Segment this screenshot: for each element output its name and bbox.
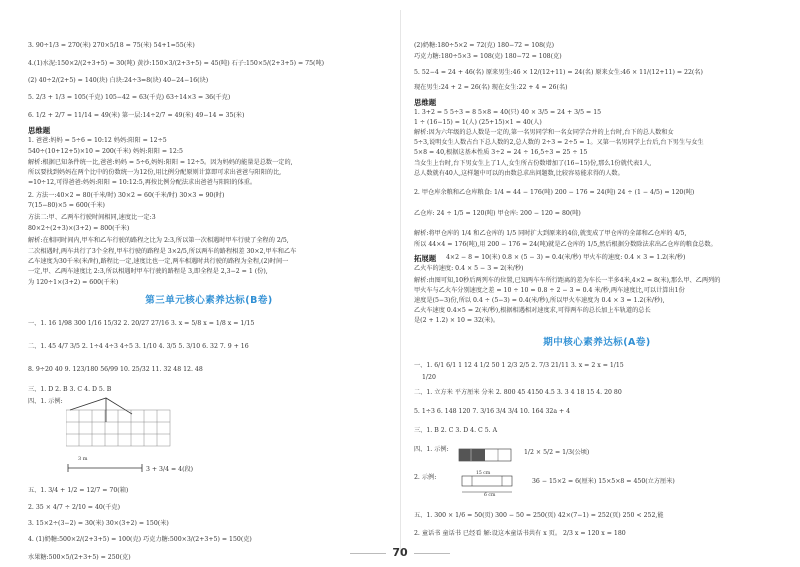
- text-line: 总人数就有40人,这样题中可以的由数总求出问题数,比较容易能求得的人数。: [414, 170, 624, 177]
- text-line: 4×2 − 8 = 10(米) 0.8 × (5 − 3) = 0.4(米/秒) 甲火车的速度: 0.4 × 3 = 1.2(米/秒): [446, 254, 686, 261]
- text-line: 乙车速度为30千米(米/时),路程比一定,速度比也一定,两车相遇时共行驶的路程为全程,(2)时间一: [28, 258, 289, 265]
- text-line: 巧克力糖:180÷5×3 = 108(克) 180−72 = 108(克): [414, 53, 562, 60]
- text-line: (2)奶糖:180÷5×2 = 72(克) 180−72 = 108(克): [414, 42, 555, 49]
- text-line: 5. 52−4 = 24 + 46(名) 原来男生:46 × 12/(12+11) = 24(名) 原来女生:46 × 11/(12+11) = 22(名): [414, 69, 703, 76]
- text-line: 为 120÷1×(3+2) = 600(千米): [28, 279, 119, 286]
- answer-line: 五、1. 300 × 1/6 = 50(页) 300 − 50 = 250(页) 42×(7−1) = 252(页) 250 < 252,能: [414, 512, 664, 519]
- area-figure: [458, 448, 514, 462]
- answer-line: 36 − 15×2 = 6(厘米) 15×5×8 = 450(立方厘米): [532, 478, 675, 485]
- text-line: 540÷(10+12+5)×10 = 200(千米) 妈妈:阳阳 = 12:5: [28, 148, 183, 155]
- answer-line: 一、1. 16 1/98 300 1/16 15/32 2. 20/27 27/16 3. x = 5/8 x = 1/8 x = 1/15: [28, 320, 255, 327]
- text-line: 解析:根据已知条件统一比,爸爸:妈妈 = 5÷6,妈妈:阳阳 = 12÷5。因为妈妈的能量是总数一定的,: [28, 159, 293, 166]
- text-line: 一定,甲、乙两车速度比 2:3,所以相遇时甲车行驶的路程是 3,即全程是 2,3−2 = 1 (份),: [28, 268, 268, 275]
- text-line: 3. 90÷1/3 = 270(米) 270×5/18 = 75(米) 54+1=55(米): [28, 42, 195, 49]
- answer-line: 3. 15×2÷(3−2) = 30(米) 30×(3+2) = 150(米): [28, 520, 169, 527]
- left-column: [28, 0, 390, 567]
- text-line: 甲火车与乙火车分别速度之差 = 10 ÷ 10 = 0.8 ÷ 2 − 3 = 0.4 米/秒,两车速度比,可以计算出1份: [414, 287, 685, 294]
- page-number: 70: [392, 546, 408, 559]
- answer-line: 五、1. 3/4 + 1/2 = 12/7 = 70(箱): [28, 487, 129, 494]
- text-line: 现在男生:24 + 2 = 26(名) 现在女生:22 + 4 = 26(名): [414, 84, 568, 91]
- text-line: 速度是(5−3)份,所以 0.4 ÷ (5−3) = 0.4(米/秒),所以甲火车速度为 0.4 × 3 = 1.2(米/秒),: [414, 297, 665, 304]
- text-line: 解析:因为六年级的总人数是一定的,第一名男同学和一名女同学合并的上台时,台下的总人数和女: [414, 129, 674, 136]
- text-line: (2) 40÷2/(2+5) = 140(块) 白块:24÷3=8(块) 40−24−16(块): [28, 77, 209, 84]
- text-line: 乙火车的速度: 0.4 × 5 − 3 = 2(米/秒): [414, 265, 524, 272]
- page-gutter: [400, 10, 401, 555]
- text-line: 方法二:甲、乙两车行驶时间相同,速度比一定:3: [28, 214, 156, 221]
- text-line: 是(2 + 1.2) × 10 = 32(米)。: [414, 317, 500, 324]
- text-line: 5×8 = 40,根据这基本性质 3÷2 = 24 ÷ 16,5÷3 = 25 ÷ 15: [414, 149, 588, 156]
- section-title: 第三单元核心素养达标(B卷): [145, 295, 273, 306]
- text-line: 所以要找到妈妈在两个比中的份数统一为12份,用比例分配原则计算即可求出爸爸与阳阳的比,: [28, 169, 282, 176]
- right-column: [414, 0, 780, 567]
- answer-line: 2. 童话书 童话书 已经看 解:设这本童话书共有 x 页。 2/3 x = 120 x = 180: [414, 530, 626, 537]
- answer-line: 水果糖:500×5/(2+3+5) = 250(克): [28, 554, 131, 561]
- answer-line: 一、1. 6/1 6/1 1 12 4 1/2 50 1 2/3 2/5 2. 7/3 21/11 3. x = 2 x = 1/15: [414, 362, 624, 369]
- segment-figure: [66, 462, 146, 474]
- text-line: 解析:在相同时间内,甲车和乙车行驶的路程之比为 2:3,所以第一次相遇时甲车行驶了全程的 2/5,: [28, 237, 289, 244]
- section-heading: 拓展题: [414, 254, 437, 263]
- figure-label: 15 cm: [476, 471, 491, 476]
- grid-figure: [66, 396, 176, 454]
- answer-line: 四、1. 示例:: [28, 398, 63, 405]
- text-line: 解析:将甲仓库的 1/4 和乙仓库的 1/5 同时扩大到原来的4倍,就变成了甲仓库的全部和乙仓库的 4/5,: [414, 230, 687, 237]
- text-line: 80×2÷(2+3)×(3+2) = 800(千米): [28, 225, 130, 232]
- text-line: 所以 44×4 = 176(吨),用 200 − 176 = 24(吨)就是乙仓库的 1/5,然后根据分数除法求出乙仓库的粮食总数。: [414, 241, 717, 248]
- text-line: 4.(1)水泥:150×2/(2+3+5) = 30(吨) 黄沙:150×3/(2+3+5) = 45(吨) 石子:150×5/(2+3+5) = 75(吨): [28, 60, 325, 67]
- text-line: 1. 爸爸:妈妈 = 5÷6 = 10:12 妈妈:阳阳 = 12÷5: [28, 137, 167, 144]
- answer-line: 4. (1)奶糖:500×2/(2+3+5) = 100(克) 巧克力糖:500×3/(2+3+5) = 150(克): [28, 536, 252, 543]
- text-line: 7(15−80)×5 = 600(千米): [28, 202, 105, 209]
- text-line: 乙火车速度 0.4×5 = 2(米/秒),根据相遇相对速度求,可得两车的总长加上车轨道的总长: [414, 307, 651, 314]
- section-heading: 思维题: [414, 98, 437, 107]
- text-line: 1 ÷ (16−15) = 1(人) (25+15)×1 = 40(人): [414, 119, 542, 126]
- answer-line: 3 + 3/4 = 4(段): [146, 466, 194, 473]
- answer-line: 三、1. B 2. C 3. D 4. C 5. A: [414, 427, 498, 434]
- text-line: 5÷3,说明女生人数占台下总人数的2,总人数的 2÷3 = 2÷5 = 1。又第一名男同学上台后,台下男生与女生: [414, 139, 704, 146]
- answer-line: 四、1. 示例:: [414, 446, 449, 453]
- text-line: 2. 甲仓库余粮和乙仓库粮食: 1/4 = 44 − 176(吨) 200 − 176 = 24(吨) 24 ÷ (1 − 4/5) = 120(吨): [414, 189, 695, 196]
- figure-label: 3 m: [78, 456, 88, 462]
- answer-line: 2. 35 × 4/7 ÷ 2/10 = 40(千克): [28, 504, 121, 511]
- answer-line: 二、1. 45 4/7 3/5 2. 1÷4 4÷3 4÷5 3. 1/10 4. 3/5 5. 3/10 6. 32 7. 9 + 16: [28, 343, 249, 350]
- answer-line: 二、1. 立方米 平方厘米 分米 2. 800 45 4150 4.5 3. 3 4 18 15 4. 20 80: [414, 389, 622, 396]
- text-line: 5. 2/3 + 1/3 = 105(千克) 105−42 = 63(千克) 63÷14×3 = 36(千克): [28, 94, 231, 101]
- answer-line: 三、1. D 2. B 3. C 4. D 5. B: [28, 386, 112, 393]
- text-line: 2. 方法一:40×2 = 80(千米/时) 30×2 = 60(千米/时) 30×3 = 90(时): [28, 192, 225, 199]
- answer-line: 2. 示例:: [414, 474, 437, 481]
- text-line: 1. 3+2 = 5 5÷3 = 8 5×8 = 40(只) 40 × 3/5 = 24 + 3/5 = 15: [414, 109, 602, 116]
- answer-line: 1/20: [422, 374, 436, 381]
- section-title: 期中核心素养达标(A卷): [543, 337, 651, 348]
- section-heading: 思维题: [28, 126, 51, 135]
- text-line: 解析:由图可知,10秒后两列车的位置,已知两车车所行距离的差为车长一半多4米,4×2 = 8(米),那么甲、乙两列的: [414, 277, 721, 284]
- answer-line: 1/2 × 5/2 = 1/3(公顷): [524, 449, 590, 456]
- answer-line: 8. 9÷20 40 9. 123/180 56/99 10. 25/32 11. 32 48 12. 48: [28, 366, 203, 373]
- answer-line: 5. 1÷3 6. 148 120 7. 3/16 3/4 3/4 10. 164 32a + 4: [414, 408, 571, 415]
- text-line: 当女生上台时,台下男女生上了1人,女生所占份数增加了(16−15)份,那么1份就代表1人,: [414, 160, 652, 167]
- figure-label: 6 cm: [484, 493, 496, 498]
- text-line: =10÷12,可得爸爸:妈妈:阳阳 = 10:12:5,再按比例分配法求出爸爸与阳阳的体重。: [28, 179, 257, 186]
- text-line: 二次相遇时,两车共行了3个全程,甲车行驶的路程是 3×2/5,所以两车的路程相差 30×2,甲车和乙车: [28, 248, 297, 255]
- text-line: 乙仓库: 24 ÷ 1/5 = 120(吨) 甲仓库: 200 − 120 = 80(吨): [414, 210, 581, 217]
- text-line: 6. 1/2 + 2/7 = 11/14 = 49(米) 第一层:14÷2/7 = 49(米) 49−14 = 35(米): [28, 112, 245, 119]
